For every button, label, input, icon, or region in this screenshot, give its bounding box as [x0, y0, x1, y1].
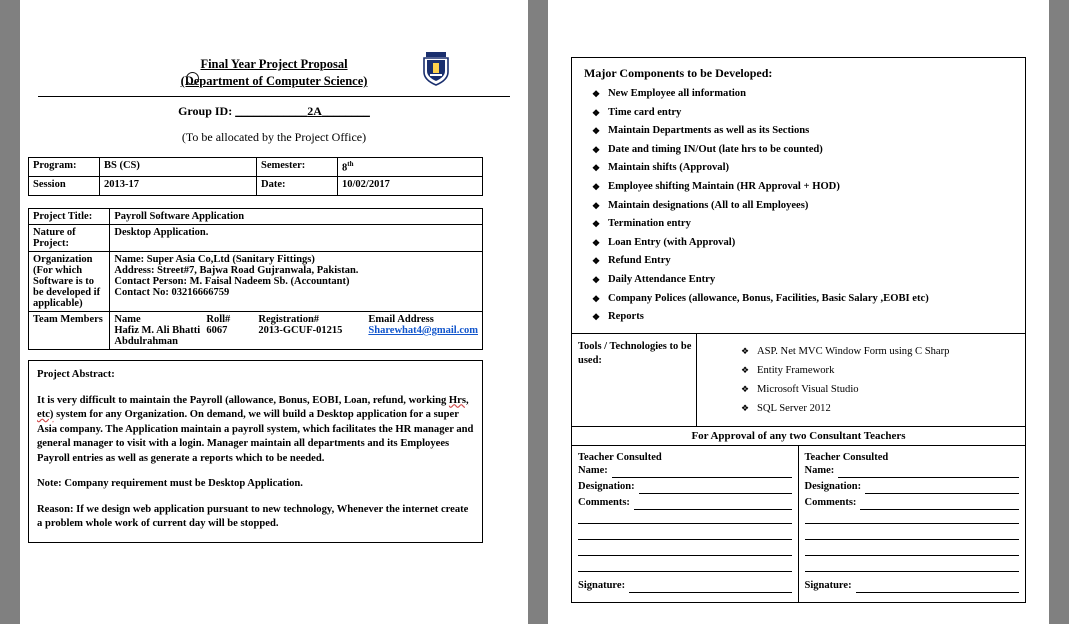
tools-section: [572, 333, 1025, 426]
teacher-name-blank[interactable]: [838, 466, 1019, 478]
teacher-name-label: Name:: [578, 464, 608, 476]
group-id-line: [20, 104, 528, 119]
table-row: [29, 225, 483, 252]
tools-list-wrapper: [697, 334, 1025, 426]
list-item: ❖ Maintain Departments as well as its Sections: [572, 122, 1025, 141]
document-page-left: [20, 0, 528, 624]
teacher-comment-line[interactable]: [578, 543, 792, 556]
team-header-reg: Registration#: [258, 314, 320, 325]
team-member-reg: [258, 336, 368, 347]
components-list: [572, 85, 1025, 333]
abstract-note: Note: Company requirement must be Desktop Application.: [37, 478, 303, 489]
organization-label: Organization (For which Software is to be developed if applicable): [29, 252, 110, 312]
title-divider: [38, 96, 510, 97]
team-member-name: Abdulrahman: [114, 336, 178, 347]
team-members-grid: [110, 312, 483, 350]
list-item: ❖ Termination entry: [572, 215, 1025, 234]
session-label: Session: [29, 177, 100, 196]
list-item: ❖ Entity Framework: [697, 361, 1025, 380]
organization-contact-person: Contact Person: M. Faisal Nadeem Sb. (Accountant): [114, 276, 350, 287]
teacher-name-blank[interactable]: [612, 466, 792, 478]
cursor-circle-annotation: [186, 72, 199, 85]
program-label: Program:: [29, 158, 100, 177]
abstract-heading: Project Abstract:: [37, 369, 115, 380]
date-value: 10/02/2017: [338, 177, 483, 196]
teacher-comments-label: Comments:: [578, 496, 630, 508]
teacher-comment-line[interactable]: [578, 511, 792, 524]
tools-list: [697, 342, 1025, 418]
list-item: ❖ Daily Attendance Entry: [572, 271, 1025, 290]
university-logo: [420, 50, 452, 86]
team-member-roll: [206, 336, 258, 347]
teacher-designation-blank[interactable]: [639, 482, 792, 494]
abstract-reason: Reason: If we design web application pursuant to new technology, Whenever the internet create a problem whole work of current day will be stopped.: [37, 503, 469, 529]
nature-value: Desktop Application.: [110, 225, 483, 252]
spellcheck-hrs: Hrs,: [448, 394, 469, 406]
teacher-comment-line[interactable]: [805, 543, 1020, 556]
table-row: [29, 158, 483, 177]
group-id-value: 2A: [307, 104, 322, 118]
allocation-note: (To be allocated by the Project Office): [181, 130, 367, 144]
tools-label: Tools / Technologies to be used:: [572, 334, 697, 426]
teacher-heading: Teacher Consulted: [804, 451, 889, 463]
list-item: ❖ Employee shifting Maintain (HR Approval + HOD): [572, 178, 1025, 197]
list-item: ❖ Maintain designations (All to all Employees): [572, 197, 1025, 216]
table-row: [29, 252, 483, 312]
session-value: 2013-17: [100, 177, 257, 196]
group-id-label: Group ID:: [178, 104, 236, 118]
list-item: ❖ New Employee all information: [572, 85, 1025, 104]
teacher-designation-blank[interactable]: [865, 482, 1019, 494]
teacher-approval-section: [572, 445, 1025, 602]
approval-title: For Approval of any two Consultant Teachers: [572, 426, 1025, 445]
teacher-signature-blank[interactable]: [629, 581, 791, 593]
teacher-comment-line[interactable]: [578, 527, 792, 540]
date-label: Date:: [257, 177, 338, 196]
list-item: ❖ ASP. Net MVC Window Form using C Sharp: [697, 342, 1025, 361]
team-member-name: Hafiz M. Ali Bhatti: [114, 325, 201, 336]
list-item: ❖ Refund Entry: [572, 252, 1025, 271]
teacher-name-label: Name:: [804, 464, 835, 476]
teacher-comments-blank[interactable]: [860, 498, 1019, 510]
teacher-comment-line[interactable]: [805, 559, 1020, 572]
project-title-value: Payroll Software Application: [110, 209, 483, 225]
teacher-heading: Teacher Consulted: [578, 451, 662, 463]
nature-label: Nature of Project:: [29, 225, 110, 252]
team-header-email: Email Address: [368, 314, 434, 325]
document-page-right: [548, 0, 1049, 624]
table-row: [29, 177, 483, 196]
teacher-name-field[interactable]: [805, 463, 1020, 478]
group-id-blank-1: ____________: [235, 104, 308, 118]
teacher-comment-line[interactable]: [805, 511, 1020, 524]
table-row: [29, 209, 483, 225]
teacher-comments-blank[interactable]: [634, 498, 792, 510]
list-item: ❖ Date and timing IN/Out (late hrs to be counted): [572, 141, 1025, 160]
organization-details: [110, 252, 483, 312]
table-row: [29, 312, 483, 350]
document-title-block: [20, 56, 528, 90]
teacher-signature-label: Signature:: [804, 579, 852, 591]
team-members-label: Team Members: [29, 312, 110, 350]
semester-label: Semester:: [257, 158, 338, 177]
team-member-roll: 6067: [206, 325, 228, 336]
team-header-row: [114, 314, 478, 325]
abstract-paragraph: It is very difficult to maintain the Payroll (allowance, Bonus, EOBI, Loan, refund, working Hrs, etc) system for any Organization. On demand, we will build a Desktop application for a super Asia company. The Application maintain a payroll system, which facilitates the HR manager and general manager to visit with a login. Manager maintain all departments and its Employees Payroll entries as well as generate a reports which to be needed.: [37, 394, 474, 464]
page-title-line-1: Final Year Project Proposal: [200, 57, 348, 71]
team-header-name: Name: [114, 314, 141, 325]
teacher-comments-label: Comments:: [804, 496, 857, 508]
teacher-comments-field[interactable]: [578, 495, 792, 510]
teacher-comments-field[interactable]: [805, 495, 1020, 510]
team-member-email-link[interactable]: Sharewhat4@gmail.com: [368, 325, 478, 336]
teacher-designation-label: Designation:: [804, 480, 862, 492]
teacher-block-1: [572, 446, 799, 602]
list-item: ❖ Reports: [572, 308, 1025, 327]
teacher-signature-blank[interactable]: [856, 581, 1019, 593]
list-item: ❖ Time card entry: [572, 104, 1025, 123]
teacher-designation-field[interactable]: [578, 479, 792, 494]
project-abstract-box: [28, 360, 483, 543]
teacher-designation-label: Designation:: [578, 480, 635, 492]
team-member-reg: 2013-GCUF-01215: [258, 325, 343, 336]
program-value: BS (CS): [100, 158, 257, 177]
teacher-block-2: [799, 446, 1026, 602]
organization-name: Name: Super Asia Co,Ltd (Sanitary Fittings): [114, 254, 315, 265]
project-detail-table: [28, 208, 483, 350]
list-item: ❖ Company Polices (allowance, Bonus, Facilities, Basic Salary ,EOBI etc): [572, 290, 1025, 309]
teacher-comment-line[interactable]: [578, 559, 792, 572]
list-item: ❖ Loan Entry (with Approval): [572, 234, 1025, 253]
list-item: ❖ SQL Server 2012: [697, 399, 1025, 418]
table-row: [114, 336, 478, 347]
components-title: Major Components to be Developed:: [584, 66, 773, 80]
group-id-blank-2: ________: [321, 104, 370, 118]
organization-address: Address: Street#7, Bajwa Road Gujranwala, Pakistan.: [114, 265, 359, 276]
teacher-signature-field[interactable]: [578, 578, 792, 593]
list-item: ❖ Microsoft Visual Studio: [697, 380, 1025, 399]
page-title-line-2: (Department of Computer Science): [180, 74, 368, 88]
program-info-table: [28, 157, 483, 196]
components-box: [571, 57, 1026, 603]
teacher-name-field[interactable]: [578, 463, 792, 478]
teacher-signature-field[interactable]: [805, 578, 1020, 593]
teacher-comment-line[interactable]: [805, 527, 1020, 540]
list-item: ❖ Maintain shifts (Approval): [572, 159, 1025, 178]
semester-value: 8th: [338, 158, 483, 177]
teacher-designation-field[interactable]: [805, 479, 1020, 494]
organization-contact-no: Contact No: 03216666759: [114, 287, 230, 298]
team-header-roll: Roll#: [206, 314, 231, 325]
spellcheck-etc: etc): [37, 409, 54, 420]
teacher-signature-label: Signature:: [578, 579, 626, 591]
project-title-label: Project Title:: [29, 209, 110, 225]
table-row: [114, 325, 478, 336]
